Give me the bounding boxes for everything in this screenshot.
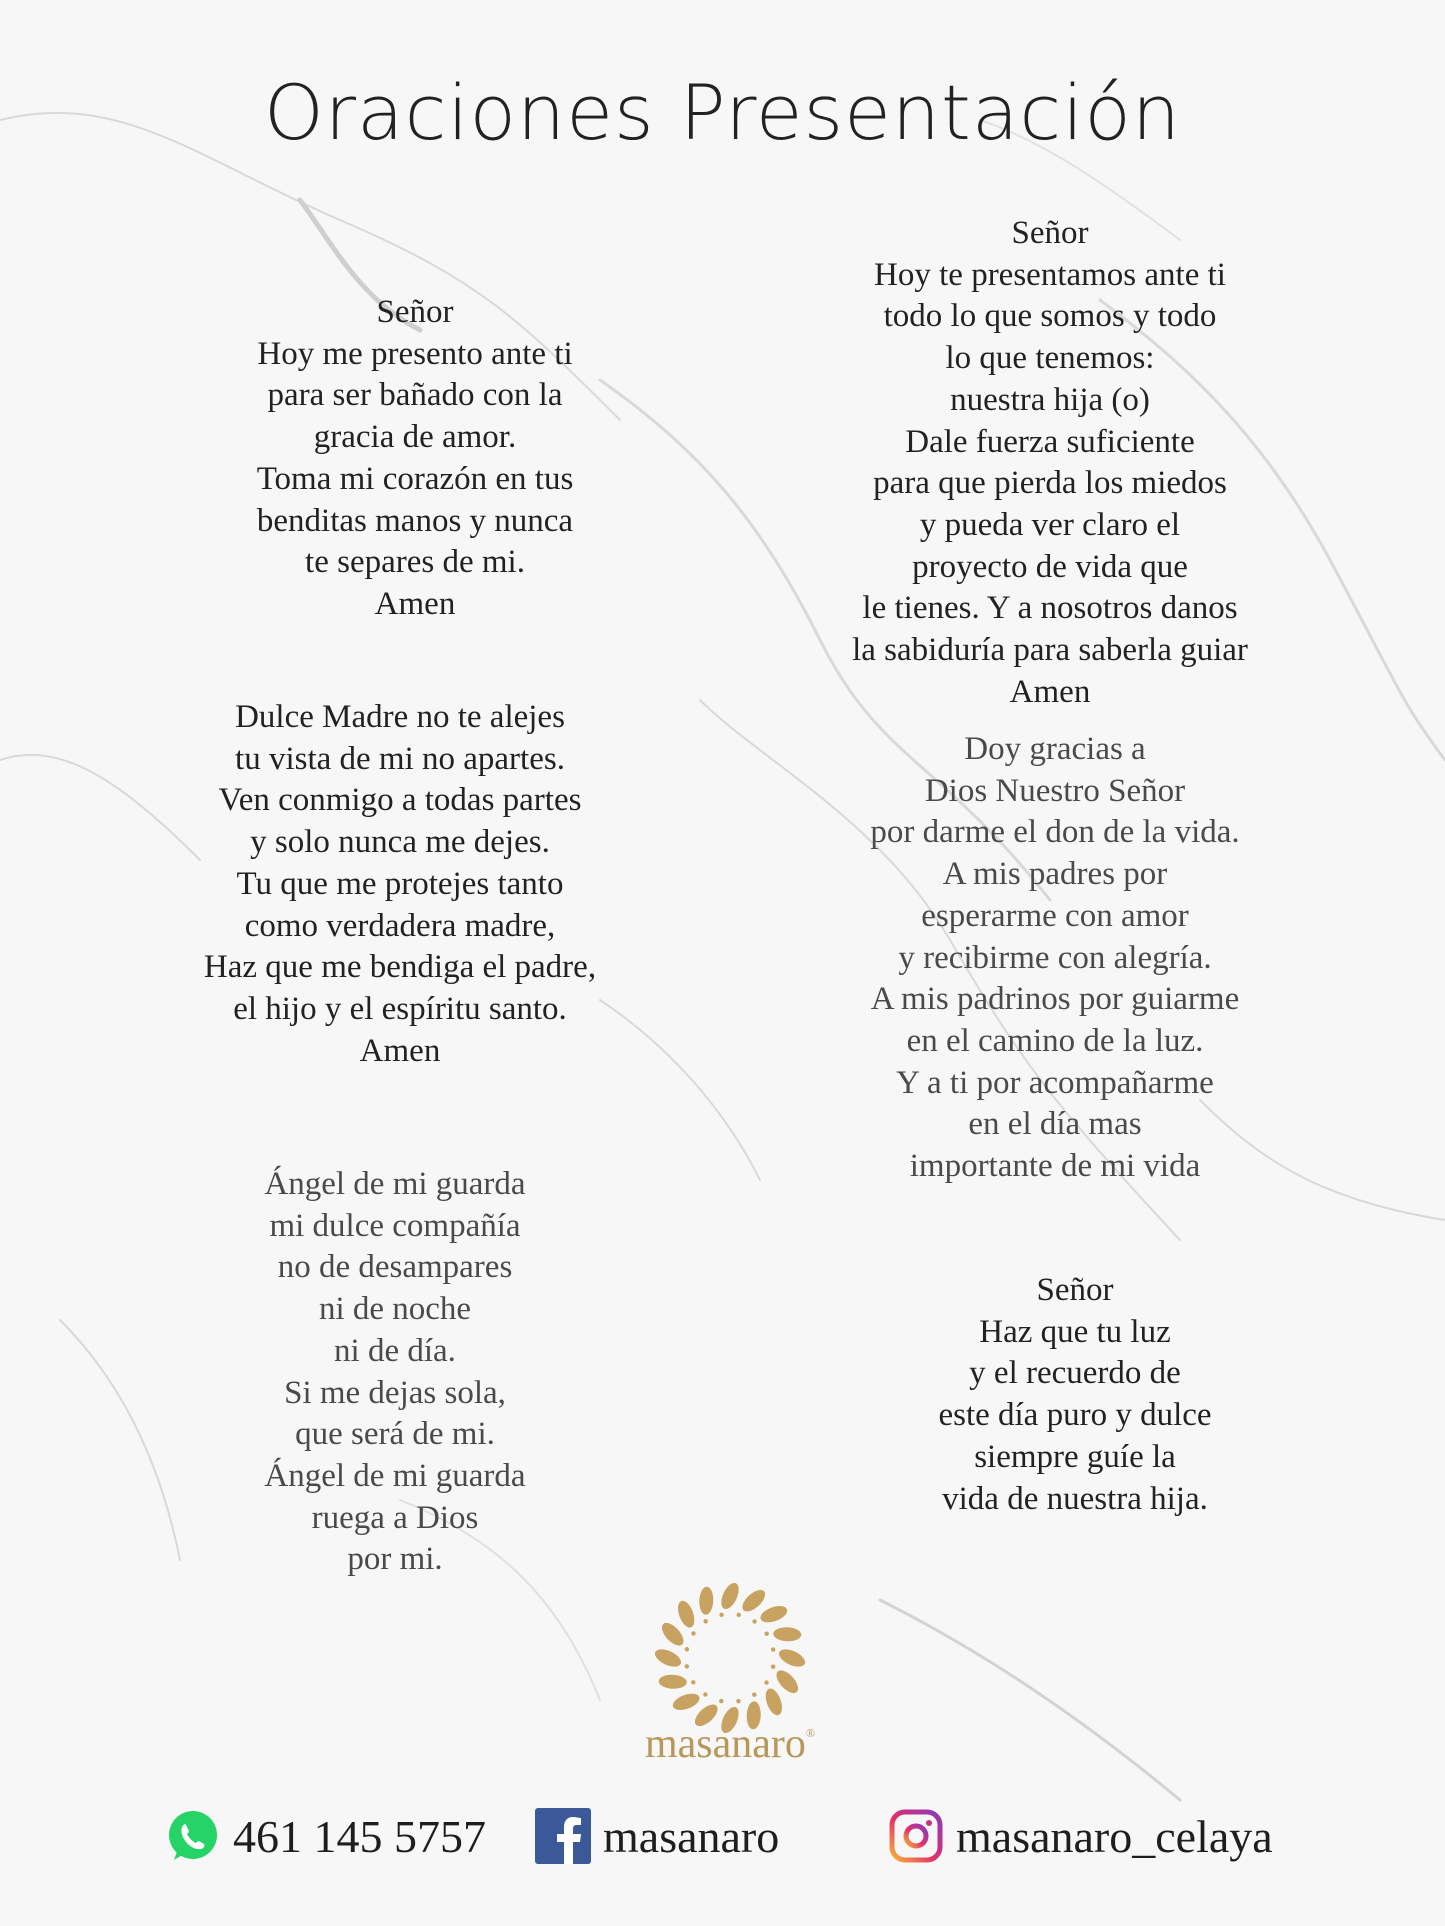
wreath-dot: [752, 1692, 756, 1696]
prayer-line: A mis padres por: [942, 856, 1168, 893]
prayer-line: Tu que me protejes tanto: [236, 865, 564, 902]
wreath-dot: [685, 1647, 689, 1651]
wreath-dot: [719, 1613, 723, 1617]
prayer-line: no de desampares: [277, 1249, 513, 1286]
wreath-dot: [736, 1699, 740, 1703]
prayer-line: Amen: [374, 585, 456, 622]
wreath-dot: [691, 1680, 695, 1684]
prayer-line: Y a ti por acompañarme: [896, 1064, 1214, 1101]
wreath-dot: [771, 1665, 775, 1669]
prayer-line: Amen: [359, 1032, 441, 1069]
prayer-line: le tienes. Y a nosotros danos: [862, 590, 1238, 627]
wreath-dot: [719, 1699, 723, 1703]
prayer-line: este día puro y dulce: [938, 1397, 1212, 1434]
prayer-line: vida de nuestra hija.: [942, 1480, 1208, 1517]
instagram-icon: [888, 1808, 944, 1864]
registered-mark: ®: [805, 1726, 816, 1740]
facebook-handle: masanaro: [603, 1810, 780, 1862]
wreath-leaf: [758, 1603, 789, 1626]
wreath-dot: [685, 1664, 689, 1668]
prayer-line: en el día mas: [968, 1106, 1142, 1143]
prayer-line: ni de día.: [334, 1332, 456, 1369]
contact-footer: [0, 1808, 1445, 1868]
prayer-line: en el camino de la luz.: [906, 1022, 1204, 1059]
facebook-icon: [535, 1808, 591, 1864]
wreath-leaf: [718, 1580, 743, 1611]
prayer-line: gracia de amor.: [313, 419, 517, 456]
contact-instagram[interactable]: [888, 1808, 1273, 1864]
prayer-line: tu vista de mi no apartes.: [235, 740, 565, 777]
prayer-line: siempre guíe la: [974, 1438, 1176, 1475]
prayer-line: por mi.: [347, 1541, 443, 1578]
prayer-doy-gracias: [790, 729, 1320, 1188]
prayer-line: Señor: [1011, 215, 1089, 251]
prayer-line: para que pierda los miedos: [873, 465, 1227, 502]
prayer-line: Señor: [1036, 1272, 1114, 1308]
wreath-leaf: [675, 1599, 698, 1630]
prayer-line: importante de mi vida: [909, 1148, 1201, 1185]
whatsapp-number: 461 145 5757: [233, 1810, 486, 1862]
prayer-line: Doy gracias a: [964, 731, 1146, 767]
prayer-angel-de-mi-guarda: [160, 1164, 630, 1581]
prayer-line: benditas manos y nunca: [256, 502, 574, 539]
wreath-leaf: [773, 1667, 802, 1697]
wreath-dot: [703, 1619, 707, 1623]
prayer-line: Haz que me bendiga el padre,: [203, 949, 597, 986]
wreath-leaf: [773, 1627, 802, 1642]
prayer-senor-luz: [800, 1270, 1350, 1520]
prayer-line: y pueda ver claro el: [919, 506, 1181, 543]
prayer-line: y el recuerdo de: [969, 1355, 1181, 1392]
instagram-handle: masanaro_celaya: [956, 1810, 1273, 1862]
prayer-line: Dulce Madre no te alejes: [235, 699, 565, 735]
prayer-line: proyecto de vida que: [912, 548, 1188, 585]
wreath-dot: [752, 1619, 756, 1623]
contact-facebook[interactable]: [535, 1808, 779, 1864]
wreath-leaf: [762, 1686, 785, 1717]
wreath-leaf: [658, 1619, 687, 1649]
prayer-line: el hijo y el espíritu santo.: [233, 990, 567, 1027]
prayer-senor-presentamos: [790, 213, 1310, 713]
prayer-line: lo que tenemos:: [945, 340, 1155, 377]
prayer-line: Amen: [1009, 673, 1091, 710]
prayer-senor-presento: [180, 292, 650, 626]
prayer-line: y solo nunca me dejes.: [250, 824, 550, 861]
whatsapp-icon: [165, 1808, 221, 1864]
prayer-line: que será de mi.: [295, 1416, 495, 1453]
prayer-line: Haz que tu luz: [979, 1313, 1171, 1350]
wreath-leaf: [776, 1646, 807, 1671]
prayer-dulce-madre: [150, 697, 650, 1072]
prayer-line: te separes de mi.: [305, 544, 525, 581]
wreath-leaf: [699, 1586, 714, 1615]
page-title: Oraciones Presentación: [263, 68, 1181, 157]
prayer-line: Si me dejas sola,: [284, 1374, 506, 1411]
prayer-line: A mis padrinos por guiarme: [870, 981, 1240, 1018]
wreath-leaf: [671, 1690, 702, 1713]
wreath-dot: [703, 1692, 707, 1696]
brand-name: [600, 1720, 860, 1768]
prayer-line: por darme el don de la vida.: [870, 814, 1240, 851]
prayer-line: como verdadera madre,: [244, 907, 556, 944]
prayer-line: todo lo que somos y todo: [883, 298, 1217, 335]
wreath-leaf: [652, 1646, 683, 1671]
prayer-line: ni de noche: [318, 1291, 472, 1328]
prayer-line: Dios Nuestro Señor: [924, 772, 1186, 809]
wreath-dot: [691, 1631, 695, 1635]
wreath-dot: [771, 1647, 775, 1651]
prayer-line: Toma mi corazón en tus: [256, 460, 574, 497]
prayer-line: esperarme con amor: [921, 897, 1189, 934]
prayer-line: Ángel de mi guarda: [264, 1166, 526, 1202]
wreath-dot: [764, 1631, 768, 1635]
prayer-line: Hoy te presentamos ante ti: [874, 256, 1226, 293]
brand-name-text: masanaro: [644, 1721, 806, 1767]
wreath-dot: [737, 1613, 741, 1617]
wreath-leaf: [658, 1674, 687, 1689]
prayer-line: Ven conmigo a todas partes: [218, 782, 582, 819]
prayer-line: ruega a Dios: [311, 1499, 479, 1536]
prayer-line: la sabiduría para saberla guiar: [852, 632, 1248, 669]
prayer-line: Ángel de mi guarda: [264, 1457, 526, 1494]
contact-whatsapp[interactable]: [165, 1808, 486, 1864]
prayer-line: Señor: [376, 294, 454, 330]
wreath-dot: [764, 1680, 768, 1684]
prayer-line: Dale fuerza suficiente: [905, 423, 1195, 460]
prayer-line: Hoy me presento ante ti: [257, 335, 573, 372]
prayer-line: y recibirme con alegría.: [898, 939, 1212, 976]
prayer-line: nuestra hija (o): [950, 381, 1150, 418]
prayer-line: mi dulce compañía: [269, 1207, 521, 1244]
prayer-line: para ser bañado con la: [267, 377, 563, 414]
wreath-leaf: [739, 1586, 769, 1615]
